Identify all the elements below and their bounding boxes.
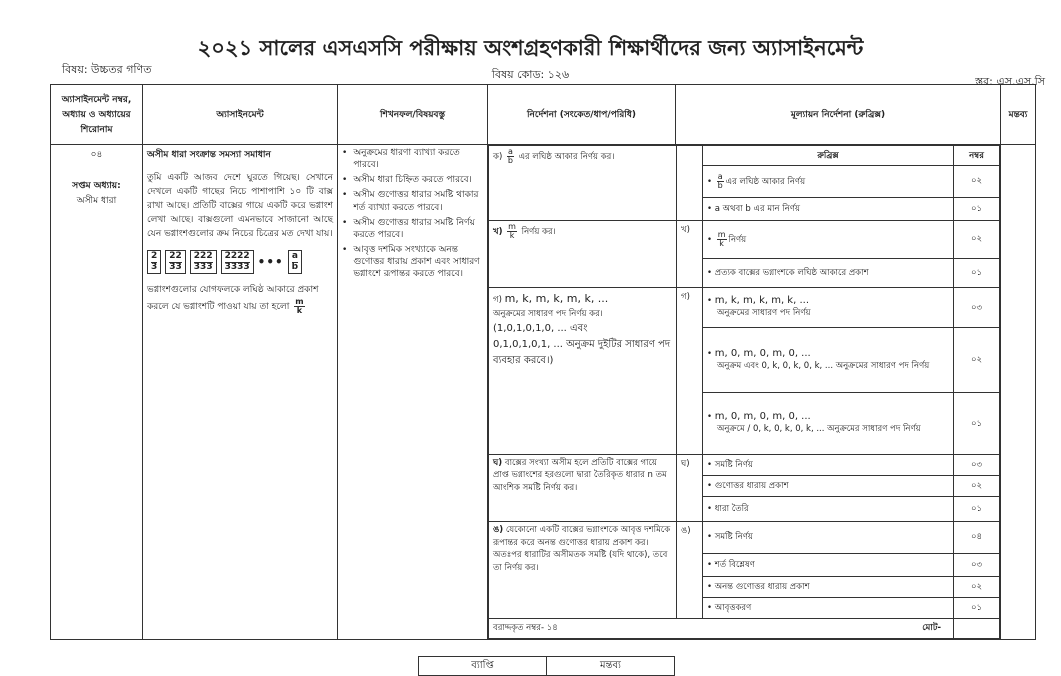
bottom-box bbox=[418, 656, 675, 676]
fraction-box-last: a b bbox=[288, 250, 302, 275]
fraction-boxes bbox=[147, 250, 333, 275]
col-header-evaluation: মূল্যায়ন নির্দেশনা (রুব্রিক্স) bbox=[676, 85, 1001, 145]
col-header-assignment: অ্যাসাইনমেন্ট bbox=[143, 85, 338, 145]
fraction-box: 22 33 bbox=[165, 250, 186, 275]
rubric-header-marks: নম্বর bbox=[954, 146, 1000, 166]
rubric-item: • প্রত্যক বাক্সের ভগ্নাংশকে লঘিষ্ঠ আকারে প্রকাশ bbox=[703, 258, 954, 287]
bottom-remarks-label: মন্তব্য bbox=[600, 660, 621, 671]
rubric-mark: ০৩ bbox=[954, 454, 1000, 475]
fraction-box: 222 333 bbox=[190, 250, 217, 275]
instruction-ka: ক) $\frac{a}{b}$ এর লঘিষ্ঠ আকার নির্ণয় কর। bbox=[489, 146, 677, 221]
subject-label: বিষয়: উচ্চতর গণিত bbox=[62, 63, 152, 76]
rubric-mark: ০২ bbox=[954, 475, 1000, 496]
outcomes-cell bbox=[338, 145, 488, 640]
instruction-umo: ঙ) যেকোনো একটি বাক্সের ভগ্নাংশকে আবৃত্ত দশমিকে রূপান্তর করে অনন্ত গুণোত্তর ধারায় প্রকাশ কর। অতঃপর ধারাটির অসীমতক সমষ্টি (যদি থাকে), তবে তা নির্ণয় কর। bbox=[489, 521, 677, 618]
chapter-label: সপ্তম অধ্যায়: bbox=[72, 181, 121, 191]
outcome-item: • অনুক্রমের ধারণা ব্যাখ্যা করতে পারবে। bbox=[342, 148, 460, 171]
rubric-mark: ০৩ bbox=[954, 288, 1000, 328]
document-title: ২০২১ সালের এসএসসি পরীক্ষায় অংশগ্রহণকারী শিক্ষার্থীদের জন্য অ্যাসাইনমেন্ট bbox=[197, 36, 864, 60]
rubric-item: • অনন্ত গুণোত্তর ধারায় প্রকাশ bbox=[703, 576, 954, 597]
rubric-item: • গুণোত্তর ধারায় প্রকাশ bbox=[703, 475, 954, 496]
rubric-mark: ০৪ bbox=[954, 521, 1000, 553]
rubric-item: • শর্ত বিশ্লেষণ bbox=[703, 553, 954, 576]
instruction-gha: ঘ) বাক্সের সংখ্যা অসীম হলে প্রতিটি বাক্সের গায়ে প্রাপ্ত ভগ্নাংশের হরগুলো দ্বারা তৈরিকৃত ধারার n তম আংশিক সমষ্টি নির্ণয় কর। bbox=[489, 454, 677, 521]
instruction-ga: গ) m, k, m, k, m, k, ... অনুক্রমের সাধারণ পদ নির্ণয় কর। (1,0,1,0,1,0, ... এবং 0,1,0,1,0,1, ... অনুক্রম দুইটির সাধারণ পদ ব্যবহার করবে।) bbox=[489, 288, 677, 454]
outcome-item: • অসীম গুণোত্তর ধারার সমষ্টি থাকার শর্ত ব্যাখ্যা করতে পারবে। bbox=[342, 190, 479, 213]
rubric-item: • $\frac{a}{b}$ এর লঘিষ্ঠ আকার নির্ণয় bbox=[703, 166, 954, 198]
bottom-scope-label: ব্যাপ্তি bbox=[419, 657, 547, 675]
rubric-header-criteria: রুব্রিক্স bbox=[703, 146, 954, 166]
rubric-item: • m, 0, m, 0, m, 0, ... অনুক্রমে / 0, k, 0, k, 0, k, ... অনুক্রমের সাধারণ পদ নির্ণয় bbox=[703, 393, 954, 454]
rubric-mark: ০২ bbox=[954, 220, 1000, 258]
assignment-footer: ভগ্নাংশগুলোর যোগফলকে লঘিষ্ঠ আকারে প্রকাশ করলে যে ভগ্নাংশটি পাওয়া যায় তা হলো $\frac{m}{k}$ bbox=[147, 285, 319, 316]
total-marks: বরাদ্দকৃত নম্বর- ১৪ মোট- bbox=[489, 618, 954, 638]
fraction-box: 2 3 bbox=[147, 250, 161, 275]
rubric-mark: ০৩ bbox=[954, 553, 1000, 576]
assignment-cell bbox=[143, 145, 338, 640]
rubric-item: • সমষ্টি নির্ণয় bbox=[703, 454, 954, 475]
col-header-instructions: নির্দেশনা (সংকেত/ধাপ/পরিধি) bbox=[488, 85, 676, 145]
rubric-item: • a অথবা b এর মান নির্ণয় bbox=[703, 197, 954, 220]
remarks-cell bbox=[1001, 145, 1036, 640]
rubric-mark: ০১ bbox=[954, 393, 1000, 454]
chapter-name: অসীম ধারা bbox=[76, 196, 117, 206]
outcome-item: • অসীম গুণোত্তর ধারার সমষ্টি নির্ণয় করতে পারবে। bbox=[342, 217, 475, 240]
fraction-m-k: $\frac{m}{k}$ bbox=[295, 297, 304, 316]
rubric-mark: ০১ bbox=[954, 597, 1000, 618]
ellipsis-dots: ••• bbox=[257, 255, 284, 270]
rubric-item: • $\frac{m}{k}$ নির্ণয় bbox=[703, 220, 954, 258]
subject-code: বিষয় কোড: ১২৬ bbox=[491, 68, 570, 81]
rubric-mark: ০২ bbox=[954, 166, 1000, 198]
rubric-mark: ০১ bbox=[954, 496, 1000, 521]
rubric-mark: ০১ bbox=[954, 197, 1000, 220]
instruction-kha: খ) $\frac{m}{k}$ নির্ণয় কর। bbox=[489, 220, 677, 287]
assignment-body: তুমি একটি আজব দেশে ঘুরতে গিয়েছ। সেখানে দেখলে একটি গাছের নিচে পাশাপাশি ১০ টি বাক্স রাখা আছে। প্রতিটি বাক্সের গায়ে একটি করে ভগ্নাংশ লেখা আছে। বাক্সগুলো এমনভাবে সাজানো আছে যেন ভগ্নাংশগুলোর ক্রম নিচের চিত্রের মত দেখা যায়। bbox=[147, 173, 333, 239]
col-header-number: অ্যাসাইনমেন্ট নম্বর, অধ্যায় ও অধ্যায়ের শিরোনাম bbox=[51, 85, 143, 145]
rubric-mark: ০২ bbox=[954, 328, 1000, 393]
rubric-item: • m, k, m, k, m, k, ... অনুক্রমের সাধারণ পদ নির্ণয় bbox=[703, 288, 954, 328]
assignment-number-cell bbox=[51, 145, 143, 640]
col-header-remarks: মন্তব্য bbox=[1001, 85, 1036, 145]
col-header-outcomes: শিখনফল/বিষয়বস্তু bbox=[338, 85, 488, 145]
assignment-table bbox=[50, 84, 1036, 640]
level-label: স্তর: এস.এস.সি bbox=[975, 75, 1045, 88]
rubric-mark: ০২ bbox=[954, 576, 1000, 597]
rubric-item: • m, 0, m, 0, m, 0, ... অনুক্রম এবং 0, k, 0, k, 0, k, ... অনুক্রমের সাধারণ পদ নির্ণয় bbox=[703, 328, 954, 393]
rubric-item: • সমষ্টি নির্ণয় bbox=[703, 521, 954, 553]
instructions-evaluation-cell bbox=[488, 145, 1001, 640]
rubric-mark: ০১ bbox=[954, 258, 1000, 287]
fraction-box: 2222 3333 bbox=[221, 250, 254, 275]
rubric-table: ক) $\frac{a}{b}$ এর লঘিষ্ঠ আকার নির্ণয় কর। রুব্রিক্স নম্বর • $\frac{a}{b}$ এর লঘিষ্ঠ আকার নির্ণয় ০২ • a অথবা b এর মান নির্ণয় ০১ খ) $\frac{m}{k}$ নির্ণয় কর। খ) • $\frac{m}{k}$ নির্ণয় ০২ • প্রত্যক বাক্সের ভগ্নাংশকে লঘিষ্ঠ আকারে প্রকাশ ০১ গ) m, k, m, k, m, k, ... অনুক্রমের সাধারণ পদ নির্ণয় কর। (1,0,1,0,1,0, ... এবং 0,1,0,1,0,1, ... অনুক্রম দুইটির সাধারণ পদ ব্যবহার করবে।) গ) • m, k, m, k, m, k, ... অনুক্রমের সাধারণ পদ নির্ণয় ০৩ • m, 0, m, 0, m, 0, ... অনুক্রম এবং 0, k, 0, k, 0, k, ... অনুক্রমের সাধারণ পদ নির্ণয় ০২ • m, 0, m, 0, m, 0, ... অনুক্রমে / 0, k, 0, k, 0, k, ... অনুক্রমের সাধারণ পদ নির্ণয় ০১ ঘ) বাক্সের সংখ্যা অসীম হলে প্রতিটি বাক্সের গায়ে প্রাপ্ত ভগ্নাংশের হরগুলো দ্বারা তৈরিকৃত ধারার n তম আংশিক সমষ্টি নির্ণয় কর। ঘ) • সমষ্টি নির্ণয় ০৩ • গুণোত্তর ধারায় প্রকাশ ০২ • ধারা তৈরি ০১ ঙ) যেকোনো একটি বাক্সের ভগ্নাংশকে আবৃত্ত দশমিকে রূপান্তর করে অনন্ত গুণোত্তর ধারায় প্রকাশ কর। অতঃপর ধারাটির অসীমতক সমষ্টি (যদি থাকে), তবে তা নির্ণয় কর। ঙ) • সমষ্টি নির্ণয় ০৪ • শর্ত বিশ্লেষণ ০৩ • অনন্ত গুণোত্তর ধারায় প্রকাশ ০২ • আবৃত্তকরণ ০১ বরাদ্দকৃত নম্বর- ১৪ মোট- bbox=[488, 145, 1000, 639]
outcome-item: • অসীম ধারা চিহ্নিত করতে পারবে। bbox=[342, 175, 472, 186]
assignment-title: অসীম ধারা সংক্রান্ত সমস্যা সমাধান bbox=[147, 150, 271, 160]
outcome-item: • আবৃত্ত দশমিক সংখ্যাকে অনন্ত গুণোত্তর ধারায় প্রকাশ এবং সাধারণ ভগ্নাংশে রূপান্তর করতে পারবে। bbox=[342, 244, 480, 280]
rubric-item: • ধারা তৈরি bbox=[703, 496, 954, 521]
rubric-item: • আবৃত্তকরণ bbox=[703, 597, 954, 618]
assignment-number: ০৪ bbox=[90, 150, 103, 160]
